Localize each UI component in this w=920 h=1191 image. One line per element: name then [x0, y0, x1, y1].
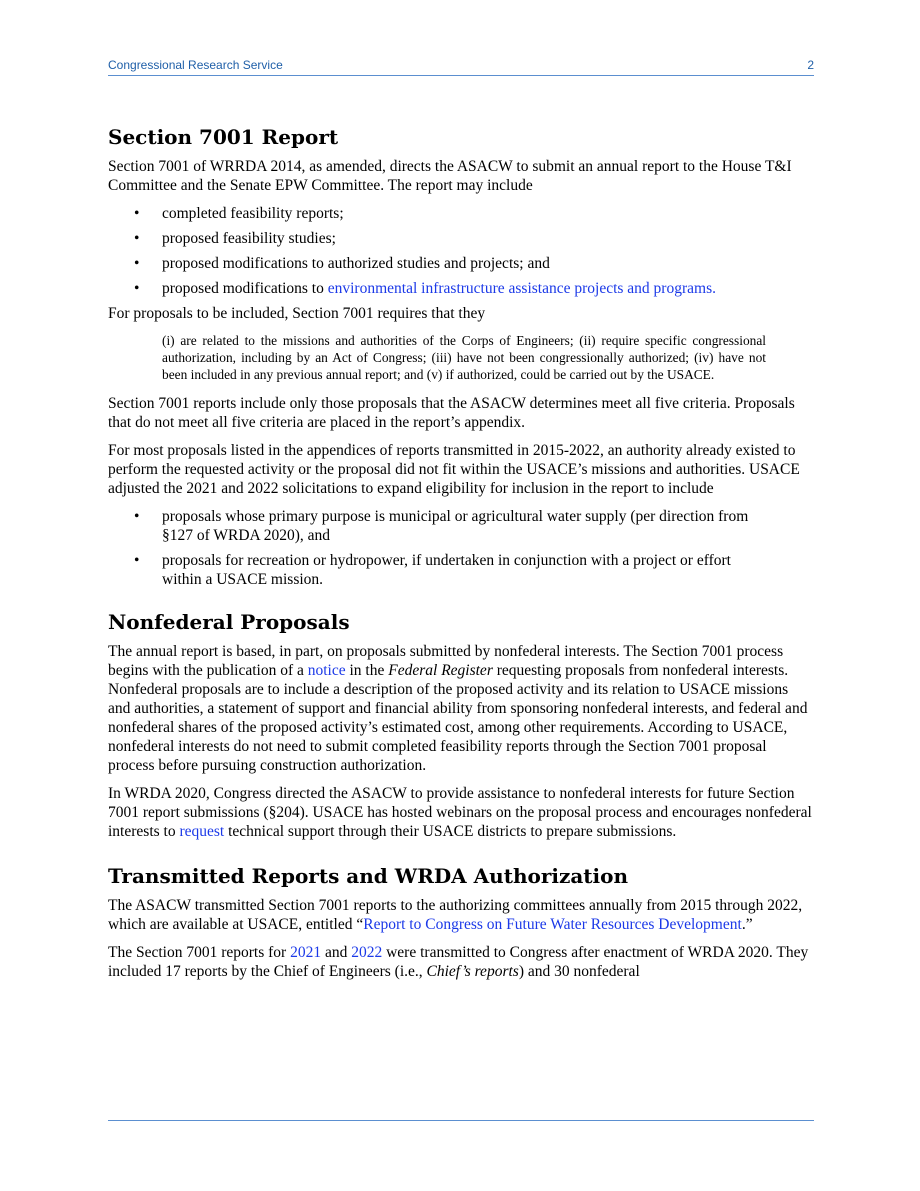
- notice-link[interactable]: notice: [307, 661, 346, 679]
- section-heading-transmitted-reports: Transmitted Reports and WRDA Authorization: [108, 863, 628, 888]
- header-org-name: Congressional Research Service: [108, 58, 283, 72]
- header-divider: [108, 75, 814, 76]
- federal-register-title: Federal Register: [388, 661, 493, 679]
- chiefs-reports-term: Chief’s reports: [426, 962, 519, 980]
- bullet-icon: •: [134, 507, 140, 525]
- report-2022-link[interactable]: 2022: [351, 943, 383, 961]
- header-page-number: 2: [807, 58, 814, 72]
- bullet-icon: •: [134, 280, 140, 297]
- list-item: • completed feasibility reports;: [134, 205, 344, 222]
- section-heading-7001-report: Section 7001 Report: [108, 125, 339, 149]
- environmental-infrastructure-link[interactable]: environmental infrastructure assistance projects and programs.: [327, 280, 716, 297]
- bullet-icon: •: [134, 551, 140, 569]
- footer-divider: [108, 1120, 814, 1121]
- criteria-intro-paragraph: For proposals to be included, Section 7001 requires that they: [108, 305, 486, 322]
- eligibility-list: [108, 507, 814, 589]
- report-to-congress-link[interactable]: Report to Congress on Future Water Resources Development: [363, 915, 742, 933]
- report-contents-list: [108, 204, 814, 298]
- page-header: [108, 58, 814, 76]
- nonfederal-paragraph-1: The annual report is based, in part, on proposals submitted by nonfederal interests. The Section 7001 process begins with the publication of a notice in the Federal Register requesting proposals from nonfederal interests. Nonfederal proposals are to include a description of the proposed activity and its relation to USACE missions and authorities, a statement of support and financial ability from sponsoring nonfederal interests, and federal and nonfederal shares of the proposed activity’s estimated cost, among other requirements. According to USACE, nonfederal interests do not need to submit completed feasibility reports through the Section 7001 proposal process before pursuing construction authorization.: [108, 642, 808, 774]
- list-item: • proposals for recreation or hydropower, if undertaken in conjunction with a project or effort within a USACE mission.: [134, 551, 731, 588]
- bullet-icon: •: [134, 255, 140, 272]
- request-link[interactable]: request: [179, 822, 225, 840]
- bullet-icon: •: [134, 205, 140, 222]
- transmitted-paragraph-1: The ASACW transmitted Section 7001 reports to the authorizing committees annually from 2015 through 2022, which are available at USACE, entitled “Report to Congress on Future Water Resources Development.”: [108, 896, 803, 933]
- list-item: • proposed feasibility studies;: [134, 230, 336, 247]
- section1-intro-paragraph: Section 7001 of WRRDA 2014, as amended, directs the ASACW to submit an annual report to the House T&I Committee and the Senate EPW Committee. The report may include: [108, 158, 792, 194]
- transmitted-paragraph-2: The Section 7001 reports for 2021 and 2022 were transmitted to Congress after enactment of WRDA 2020. They included 17 reports by the Chief of Engineers (i.e., Chief’s reports) and 30 nonfederal: [108, 943, 809, 980]
- criteria-result-paragraph: Section 7001 reports include only those proposals that the ASACW determines meet all five criteria. Proposals that do not meet all five criteria are placed in the report’s appendix.: [108, 394, 795, 431]
- document-body: [108, 124, 814, 990]
- bullet-icon: •: [134, 230, 140, 247]
- list-item: • proposals whose primary purpose is municipal or agricultural water supply (per direction from §127 of WRDA 2020), and: [134, 507, 749, 544]
- section-heading-nonfederal-proposals: Nonfederal Proposals: [108, 609, 350, 634]
- appendices-paragraph: For most proposals listed in the appendices of reports transmitted in 2015-2022, an authority already existed to perform the requested activity or the proposal did not fit within the USACE’s missions and authorities. USACE adjusted the 2021 and 2022 solicitations to expand eligibility for inclusion in the report to include: [108, 441, 800, 497]
- list-item: • proposed modifications to authorized studies and projects; and: [134, 255, 550, 272]
- nonfederal-paragraph-2: In WRDA 2020, Congress directed the ASACW to provide assistance to nonfederal interests for future Section 7001 report submissions (§204). USACE has hosted webinars on the proposal process and encourages nonfederal interests to request technical support through their USACE districts to prepare submissions.: [108, 784, 812, 840]
- report-2021-link[interactable]: 2021: [290, 943, 322, 961]
- criteria-block-quote: (i) are related to the missions and authorities of the Corps of Engineers; (ii) require specific congressional authorization, including by an Act of Congress; (iii) have not been congressionally authorized; (iv) have not been included in any previous annual report; and (v) if authorized, could be carried out by the USACE.: [162, 333, 766, 383]
- list-item: • proposed modifications to environmental infrastructure assistance projects and programs.: [134, 280, 716, 297]
